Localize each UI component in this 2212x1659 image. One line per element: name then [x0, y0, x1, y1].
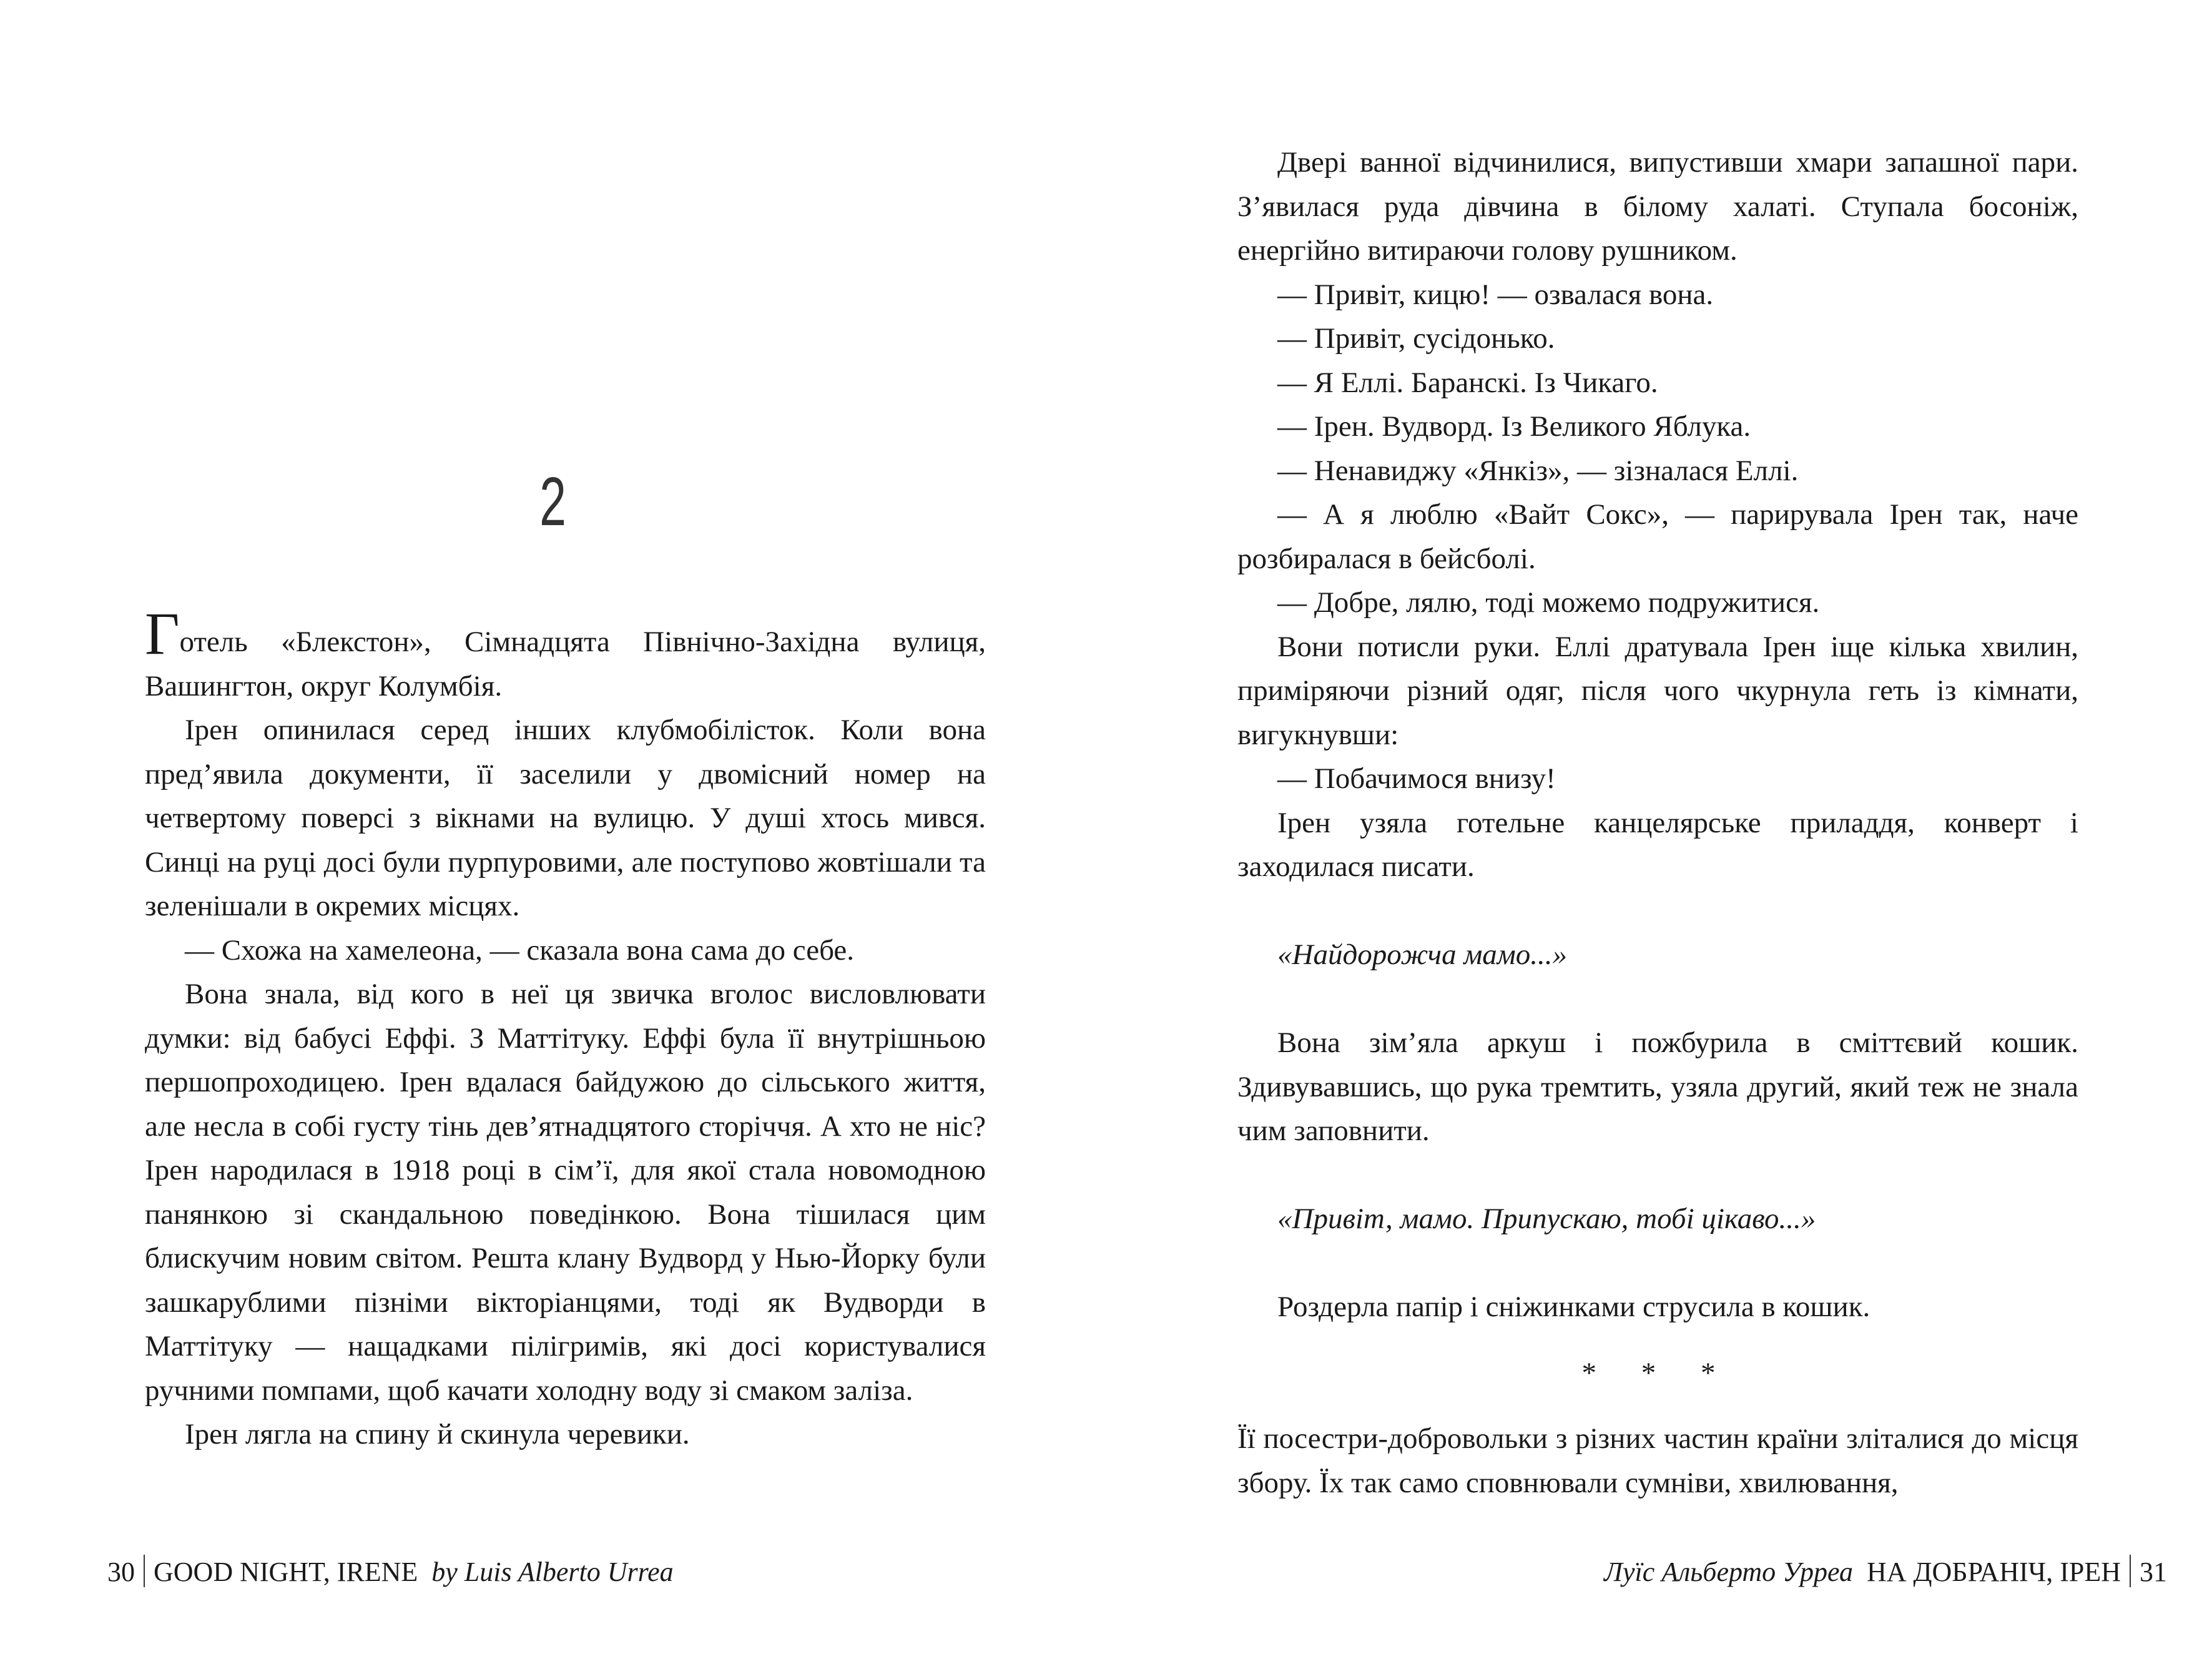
paragraph: — Добре, лялю, тоді можемо подружитися. — [1277, 586, 1820, 619]
right-page — [1106, 0, 2212, 1659]
letter-line: «Привіт, мамо. Припускаю, тобі цікаво...» — [1277, 1203, 1816, 1235]
chapter-number: 2 — [539, 463, 566, 540]
paragraph-text: отель «Блекстон», Сімнадцята Північно-Західна вулиця, Вашингтон, округ Колумбія. — [145, 626, 986, 702]
paragraph: Вони потисли руки. Еллі дратувала Ірен іще кілька хвилин, приміряючи різний одяг, після чого чкурнула геть із кімнати, вигукнувши: — [1237, 630, 2078, 751]
page-number: 30 — [107, 1557, 135, 1587]
page-number: 31 — [2140, 1557, 2167, 1587]
left-body-text — [145, 600, 986, 1457]
paragraph: Вона зім’яла аркуш і пожбурила в сміттєвий кошик. Здивувавшись, що рука тремтить, узяла другий, який теж не знала чим заповнити. — [1237, 1026, 2078, 1147]
paragraph: — Ірен. Вудворд. Із Великого Яблука. — [1277, 410, 1751, 443]
paragraph: Ірен лягла на спину й скинула черевики. — [185, 1418, 690, 1450]
book-author: Луїс Альберто Урреа — [1604, 1557, 1853, 1587]
paragraph: Вона знала, від кого в неї ця звичка вголос висловлювати думки: від бабусі Еффі. З Маттітуку. Еффі була її внутрішньою першопроходицею. Ірен вдалася байдужою до сільського життя, але несла в собі густу тінь дев’ятнадцятого сторіччя. А хто не ніс? Ірен народилася в 1918 році в сім’ї, для якої стала новомодною панянкою зі скандальною поведінкою. Вона тішилася цим блискучим новим світом. Решта клану Вудворд у Нью-Йорку були зашкарублими пізніми вікторіанцями, тоді як Вудворди в Маттітуку — нащадками пілігримів, які досі користувалися ручними помпами, щоб качати холодну воду зі смаком заліза. — [145, 978, 986, 1407]
paragraph: Її посестри-добровольки з різних частин країни зліталися до місця збору. Їх так само сповнювали сумніви, хвилювання, — [1237, 1422, 2078, 1499]
paragraph: — Ненавиджу «Янкіз», — зізналася Еллі. — [1277, 454, 1799, 487]
drop-cap: Г — [145, 600, 180, 667]
paragraph — [145, 600, 986, 708]
footer-divider — [144, 1555, 145, 1587]
footer-divider — [2130, 1555, 2131, 1587]
book-author: by Luis Alberto Urrea — [431, 1557, 674, 1587]
paragraph: Роздерла папір і сніжинками струсила в кошик. — [1277, 1291, 1870, 1323]
right-footer — [1604, 1555, 2167, 1588]
paragraph: — Схожа на хамелеона, — сказала вона сама до себе. — [185, 933, 854, 967]
paragraph: Ірен опинилася серед інших клубмобілісток. Коли вона пред’явила документи, її заселили у двомісний номер на четвертому поверсі з вікнами на вулицю. У душі хтось мився. Синці на руці досі були пурпуровими, але поступово жовтішали та зеленішали в окремих місцях. — [145, 714, 986, 922]
paragraph: — Побачимося внизу! — [1277, 762, 1556, 795]
paragraph: — А я люблю «Вайт Сокс», — парирувала Ірен так, наче розбиралася в бейсболі. — [1237, 498, 2078, 575]
left-footer — [107, 1555, 674, 1588]
paragraph: Двері ванної відчинилися, випустивши хмари запашної пари. З’явилася руда дівчина в білому халаті. Ступала босоніж, енергійно витираючи голову рушником. — [1237, 146, 2078, 267]
section-break: * * * — [1581, 1356, 1734, 1389]
book-title: GOOD NIGHT, IRENE — [154, 1557, 418, 1587]
letter-line: «Найдорожча мамо...» — [1277, 938, 1568, 971]
paragraph: — Я Еллі. Баранскі. Із Чикаго. — [1277, 366, 1658, 399]
book-title: НА ДОБРАНІЧ, ІРЕН — [1866, 1557, 2121, 1587]
paragraph: — Привіт, кицю! — озвалася вона. — [1277, 278, 1714, 311]
paragraph: Ірен узяла готельне канцелярське приладдя, конверт і заходилася писати. — [1237, 806, 2078, 883]
paragraph: — Привіт, сусідонько. — [1277, 322, 1555, 355]
right-body-text — [1237, 140, 2078, 1505]
